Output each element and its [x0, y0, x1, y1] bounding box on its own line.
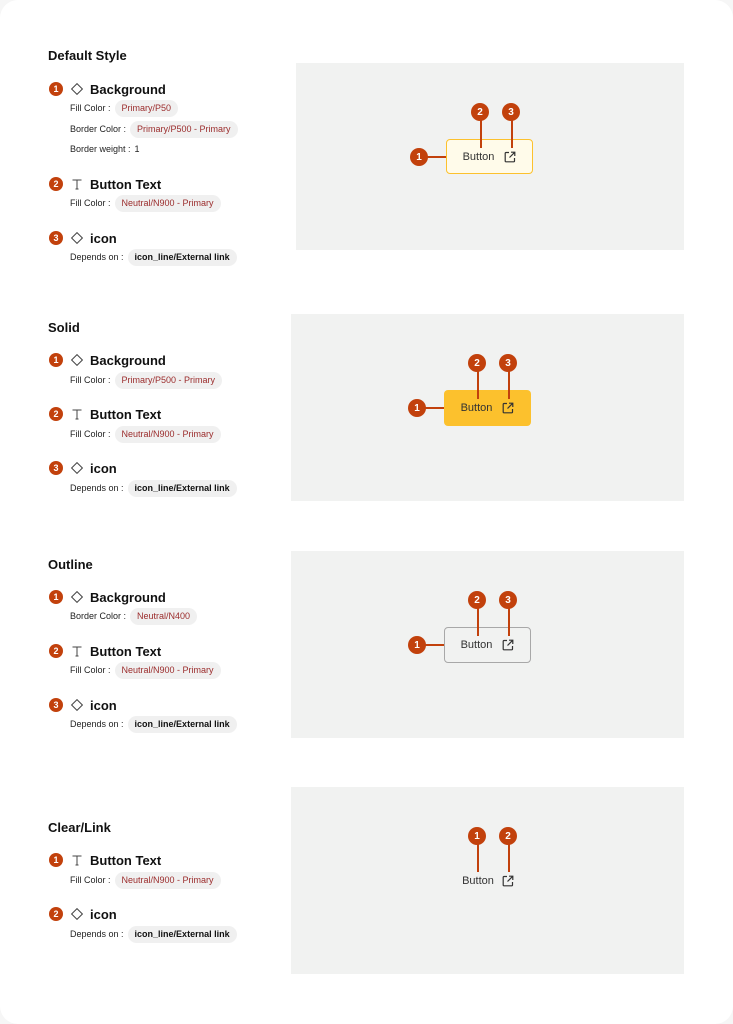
spec-icon — [49, 230, 117, 246]
prop-label: Fill Color : — [70, 665, 111, 675]
button-label: Button — [462, 150, 495, 163]
spec-background — [49, 589, 166, 605]
callout-line — [477, 608, 479, 636]
prop-label: Fill Color : — [70, 375, 111, 385]
prop-label: Depends on : — [70, 929, 124, 939]
prop-label: Border weight : — [70, 144, 131, 154]
preview-panel-default — [296, 63, 684, 250]
number-badge: 1 — [49, 853, 63, 867]
spec-name: Button Text — [90, 406, 162, 422]
link-button[interactable] — [454, 872, 522, 890]
number-badge: 1 — [49, 590, 63, 604]
external-link-icon — [504, 151, 516, 163]
prop-label: Border Color : — [70, 124, 127, 134]
callout-badge: 3 — [499, 591, 517, 609]
spec-name: Button Text — [90, 176, 162, 192]
spec-icon — [49, 906, 117, 922]
spec-name: Background — [90, 81, 166, 97]
token-chip: Primary/P500 - Primary — [115, 372, 223, 389]
spec-name: icon — [90, 906, 117, 922]
callout-line — [425, 407, 444, 409]
prop-row — [70, 425, 221, 443]
solid-button[interactable] — [444, 390, 531, 426]
prop-row — [70, 479, 237, 497]
diamond-icon — [70, 461, 84, 475]
section-title-outline: Outline — [48, 557, 93, 572]
token-chip: Neutral/N900 - Primary — [115, 195, 221, 212]
prop-row — [70, 871, 221, 889]
prop-row — [70, 371, 222, 389]
section-title-default-style: Default Style — [48, 48, 127, 63]
diamond-icon — [70, 698, 84, 712]
button-label: Button — [462, 875, 494, 887]
callout-line — [425, 644, 444, 646]
spec-name: icon — [90, 697, 117, 713]
outline-button[interactable] — [444, 627, 531, 663]
prop-value: 1 — [134, 144, 140, 154]
text-icon — [70, 853, 84, 867]
button-label: Button — [460, 639, 493, 651]
token-chip: icon_line/External link — [128, 716, 237, 733]
number-badge: 1 — [49, 82, 63, 96]
prop-row — [70, 715, 237, 733]
prop-label: Border Color : — [70, 611, 127, 621]
preview-panel-clear-link — [291, 787, 684, 974]
spec-button-text — [49, 643, 161, 659]
callout-line — [477, 371, 479, 399]
callout-line — [508, 608, 510, 636]
spec-button-text — [49, 852, 161, 868]
token-chip: icon_line/External link — [128, 926, 237, 943]
section-title-clear-link: Clear/Link — [48, 820, 111, 835]
diamond-icon — [70, 907, 84, 921]
prop-row — [70, 99, 178, 117]
prop-row — [70, 661, 221, 679]
token-chip: Primary/P50 — [115, 100, 179, 117]
spec-button-text — [49, 176, 161, 192]
diamond-icon — [70, 82, 84, 96]
spec-name: Background — [90, 589, 166, 605]
callout-line — [427, 156, 446, 158]
number-badge: 2 — [49, 177, 63, 191]
text-icon — [70, 407, 84, 421]
spec-name: Button Text — [90, 643, 162, 659]
external-link-icon — [502, 402, 514, 414]
prop-row — [70, 140, 140, 158]
callout-badge: 2 — [468, 354, 486, 372]
callout-line — [508, 371, 510, 399]
number-badge: 2 — [49, 407, 63, 421]
callout-line — [511, 120, 513, 148]
callout-badge: 3 — [502, 103, 520, 121]
callout-badge: 2 — [471, 103, 489, 121]
number-badge: 2 — [49, 907, 63, 921]
token-chip: Primary/P500 - Primary — [130, 121, 238, 138]
text-icon — [70, 177, 84, 191]
number-badge: 3 — [49, 461, 63, 475]
callout-badge: 2 — [468, 591, 486, 609]
callout-badge: 1 — [468, 827, 486, 845]
prop-label: Depends on : — [70, 719, 124, 729]
section-title-solid: Solid — [48, 320, 80, 335]
callout-line — [508, 844, 510, 872]
spec-button-text — [49, 406, 161, 422]
spec-icon — [49, 460, 117, 476]
number-badge: 1 — [49, 353, 63, 367]
callout-line — [480, 120, 482, 148]
external-link-icon — [502, 875, 514, 887]
preview-panel-outline — [291, 551, 684, 738]
prop-row — [70, 194, 221, 212]
prop-label: Depends on : — [70, 252, 124, 262]
token-chip: Neutral/N900 - Primary — [115, 426, 221, 443]
callout-badge: 1 — [408, 636, 426, 654]
number-badge: 2 — [49, 644, 63, 658]
number-badge: 3 — [49, 698, 63, 712]
prop-label: Fill Color : — [70, 198, 111, 208]
prop-label: Fill Color : — [70, 429, 111, 439]
spec-background — [49, 352, 166, 368]
token-chip: Neutral/N900 - Primary — [115, 662, 221, 679]
token-chip: icon_line/External link — [128, 480, 237, 497]
spec-name: icon — [90, 460, 117, 476]
default-button[interactable] — [446, 139, 533, 174]
token-chip: icon_line/External link — [128, 249, 237, 266]
diamond-icon — [70, 231, 84, 245]
prop-label: Fill Color : — [70, 103, 111, 113]
token-chip: Neutral/N900 - Primary — [115, 872, 221, 889]
spec-name: icon — [90, 230, 117, 246]
button-label: Button — [460, 402, 493, 414]
prop-row — [70, 925, 237, 943]
spec-name: Background — [90, 352, 166, 368]
callout-badge: 3 — [499, 354, 517, 372]
callout-line — [477, 844, 479, 872]
external-link-icon — [502, 639, 514, 651]
callout-badge: 2 — [499, 827, 517, 845]
diamond-icon — [70, 353, 84, 367]
token-chip: Neutral/N400 — [130, 608, 197, 625]
prop-row — [70, 607, 197, 625]
prop-label: Fill Color : — [70, 875, 111, 885]
text-icon — [70, 644, 84, 658]
spec-background — [49, 81, 166, 97]
spec-name: Button Text — [90, 852, 162, 868]
prop-row — [70, 120, 238, 138]
callout-badge: 1 — [408, 399, 426, 417]
callout-badge: 1 — [410, 148, 428, 166]
prop-label: Depends on : — [70, 483, 124, 493]
number-badge: 3 — [49, 231, 63, 245]
preview-panel-solid — [291, 314, 684, 501]
spec-icon — [49, 697, 117, 713]
prop-row — [70, 248, 237, 266]
diamond-icon — [70, 590, 84, 604]
